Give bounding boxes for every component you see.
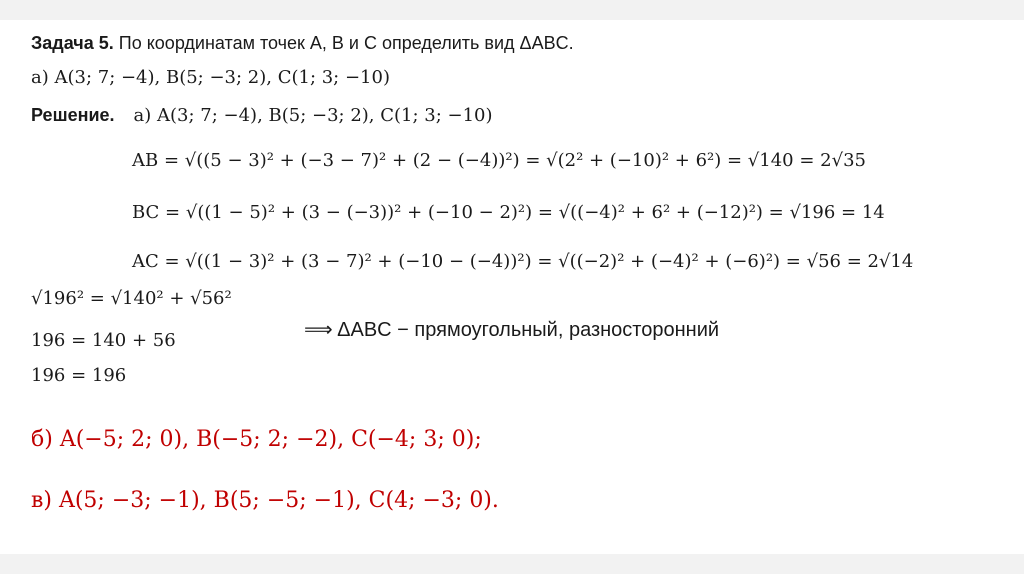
- part-a-given: а) A(3; 7; −4), B(5; −3; 2), C(1; 3; −10): [31, 67, 390, 88]
- part-c-given: в) A(5; −3; −1), B(5; −5; −1), C(4; −3; 0).: [31, 488, 499, 513]
- solution-given: а) A(3; 7; −4), B(5; −3; 2), C(1; 3; −10): [133, 105, 493, 126]
- slide-top-border: [0, 0, 1024, 20]
- pythagoras-result: 196 = 196: [31, 365, 127, 386]
- solution-header: [31, 105, 493, 126]
- pythagoras-check: √196² = √140² + √56²: [31, 288, 232, 309]
- equation-bc: BC = √((1 − 5)² + (3 − (−3))² + (−10 − 2)²) = √((−4)² + 6² + (−12)²) = √196 = 14: [132, 202, 885, 223]
- equation-ab: AB = √((5 − 3)² + (−3 − 7)² + (2 − (−4))²) = √(2² + (−10)² + 6²) = √140 = 2√35: [132, 150, 866, 171]
- task-title: [31, 33, 574, 54]
- pythagoras-sum: 196 = 140 + 56: [31, 330, 176, 351]
- part-b-given: б) A(−5; 2; 0), B(−5; 2; −2), C(−4; 3; 0);: [31, 427, 482, 452]
- equation-ac: AC = √((1 − 3)² + (3 − 7)² + (−10 − (−4))²) = √((−2)² + (−4)² + (−6)²) = √56 = 2√14: [132, 251, 914, 272]
- conclusion: ⟹ ΔABC − прямоугольный, разносторонний: [304, 319, 720, 341]
- slide-bottom-border: [0, 554, 1024, 574]
- solution-label: Решение.: [31, 105, 115, 125]
- task-title-text: По координатам точек A, B и C определить вид ΔABC.: [118, 33, 574, 53]
- task-title-label: Задача 5.: [31, 33, 114, 53]
